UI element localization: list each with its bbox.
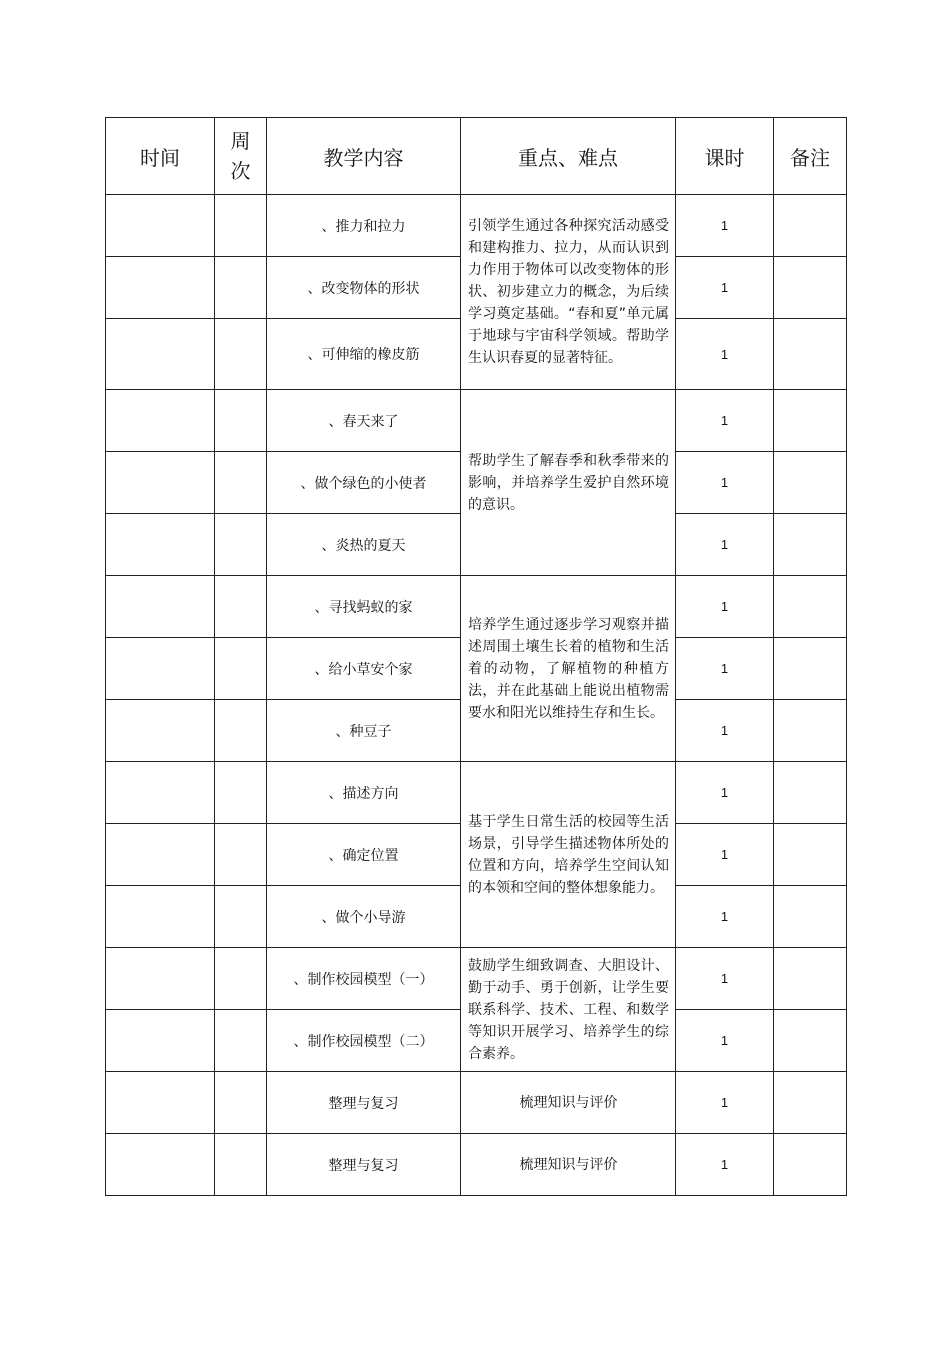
hours-cell: 1 [676, 762, 774, 824]
content-cell: 、可伸缩的橡皮筋 [267, 319, 461, 390]
focus-cell: 培养学生通过逐步学习观察并描述周围土壤生长着的植物和生活着的动物，了解植物的种植方法，并在此基础上能说出植物需要水和阳光以维持生存和生长。 [461, 576, 676, 762]
time-cell [106, 762, 215, 824]
time-cell [106, 514, 215, 576]
notes-cell [774, 257, 847, 319]
week-cell [215, 576, 267, 638]
notes-cell [774, 948, 847, 1010]
week-cell [215, 700, 267, 762]
week-cell [215, 319, 267, 390]
time-cell [106, 195, 215, 257]
time-cell [106, 1010, 215, 1072]
hours-cell: 1 [676, 1072, 774, 1134]
content-cell: 、做个小导游 [267, 886, 461, 948]
table-row [106, 1134, 847, 1196]
content-cell: 、制作校园模型（二） [267, 1010, 461, 1072]
hours-cell: 1 [676, 1010, 774, 1072]
week-cell [215, 195, 267, 257]
time-cell [106, 452, 215, 514]
header-notes: 备注 [774, 118, 847, 195]
notes-cell [774, 1134, 847, 1196]
time-cell [106, 390, 215, 452]
hours-cell: 1 [676, 195, 774, 257]
hours-cell: 1 [676, 452, 774, 514]
notes-cell [774, 452, 847, 514]
week-cell [215, 1010, 267, 1072]
notes-cell [774, 638, 847, 700]
content-cell: 、描述方向 [267, 762, 461, 824]
time-cell [106, 700, 215, 762]
header-week [215, 118, 267, 195]
focus-cell: 帮助学生了解春季和秋季带来的影响，并培养学生爱护自然环境的意识。 [461, 390, 676, 576]
hours-cell: 1 [676, 824, 774, 886]
hours-cell: 1 [676, 638, 774, 700]
header-week-line2: 次 [230, 159, 251, 183]
time-cell [106, 886, 215, 948]
table-row [106, 1072, 847, 1134]
time-cell [106, 1072, 215, 1134]
header-week-line1: 周 [230, 129, 251, 153]
content-cell: 、春天来了 [267, 390, 461, 452]
focus-cell: 引领学生通过各种探究活动感受和建构推力、拉力，从而认识到力作用于物体可以改变物体的形状、初步建立力的概念，为后续学习奠定基础。“春和夏”单元属于地球与宇宙科学领域。帮助学生认识春夏的显著特征。 [461, 195, 676, 390]
content-cell: 、确定位置 [267, 824, 461, 886]
header-hours: 课时 [676, 118, 774, 195]
content-cell: 、炎热的夏天 [267, 514, 461, 576]
notes-cell [774, 195, 847, 257]
week-cell [215, 638, 267, 700]
content-cell: 、推力和拉力 [267, 195, 461, 257]
time-cell [106, 576, 215, 638]
time-cell [106, 257, 215, 319]
week-cell [215, 257, 267, 319]
hours-cell: 1 [676, 700, 774, 762]
week-cell [215, 948, 267, 1010]
content-cell: 、种豆子 [267, 700, 461, 762]
table-row [106, 948, 847, 1010]
table-row [106, 576, 847, 638]
week-cell [215, 762, 267, 824]
time-cell [106, 1134, 215, 1196]
focus-cell: 梳理知识与评价 [461, 1134, 676, 1196]
week-cell [215, 390, 267, 452]
notes-cell [774, 1072, 847, 1134]
notes-cell [774, 824, 847, 886]
time-cell [106, 824, 215, 886]
hours-cell: 1 [676, 514, 774, 576]
content-cell: 、制作校园模型（一） [267, 948, 461, 1010]
notes-cell [774, 886, 847, 948]
focus-cell: 鼓励学生细致调查、大胆设计、勤于动手、勇于创新，让学生要联系科学、技术、工程、和数学等知识开展学习、培养学生的综合素养。 [461, 948, 676, 1072]
header-time: 时间 [106, 118, 215, 195]
content-cell: 整理与复习 [267, 1072, 461, 1134]
hours-cell: 1 [676, 1134, 774, 1196]
week-cell [215, 886, 267, 948]
hours-cell: 1 [676, 390, 774, 452]
week-cell [215, 1072, 267, 1134]
notes-cell [774, 700, 847, 762]
table-row [106, 195, 847, 257]
focus-cell: 梳理知识与评价 [461, 1072, 676, 1134]
week-cell [215, 1134, 267, 1196]
hours-cell: 1 [676, 576, 774, 638]
time-cell [106, 948, 215, 1010]
header-content: 教学内容 [267, 118, 461, 195]
focus-cell: 基于学生日常生活的校园等生活场景，引导学生描述物体所处的位置和方向，培养学生空间认知的本领和空间的整体想象能力。 [461, 762, 676, 948]
time-cell [106, 319, 215, 390]
hours-cell: 1 [676, 948, 774, 1010]
notes-cell [774, 514, 847, 576]
content-cell: 、给小草安个家 [267, 638, 461, 700]
week-cell [215, 824, 267, 886]
notes-cell [774, 576, 847, 638]
header-focus: 重点、难点 [461, 118, 676, 195]
content-cell: 、做个绿色的小使者 [267, 452, 461, 514]
content-cell: 整理与复习 [267, 1134, 461, 1196]
content-cell: 、改变物体的形状 [267, 257, 461, 319]
hours-cell: 1 [676, 319, 774, 390]
week-cell [215, 514, 267, 576]
table-row [106, 390, 847, 452]
hours-cell: 1 [676, 886, 774, 948]
table-row [106, 762, 847, 824]
notes-cell [774, 1010, 847, 1072]
notes-cell [774, 319, 847, 390]
notes-cell [774, 390, 847, 452]
syllabus-table [105, 117, 847, 1196]
hours-cell: 1 [676, 257, 774, 319]
header-row [106, 118, 847, 195]
notes-cell [774, 762, 847, 824]
week-cell [215, 452, 267, 514]
time-cell [106, 638, 215, 700]
content-cell: 、寻找蚂蚁的家 [267, 576, 461, 638]
